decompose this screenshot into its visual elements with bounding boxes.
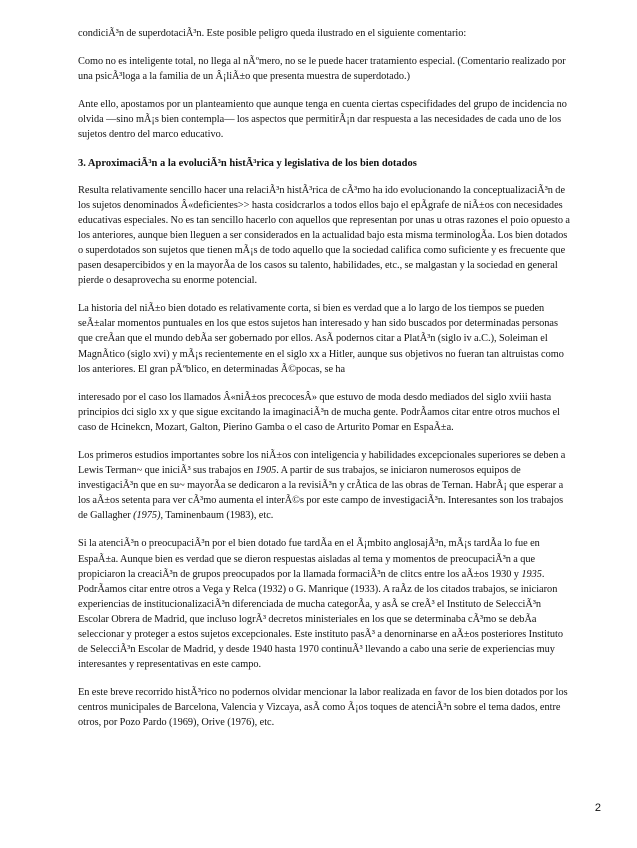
paragraph-1: condiciÃ³n de superdotaciÃ³n. Este posible peligro queda ilustrado en el siguiente comentario: <box>78 28 467 39</box>
paragraph-4: Resulta relativamente sencillo hacer una relaciÃ³n histÃ³rica de cÃ³mo ha ido evolucionando la conceptualizaciÃ³n de los sujetos denominados Â«deficientes>> hasta cosidcrarlos a todos ellos bajo el epÃgrafe de niÃ±os con necesidades educativas especiales. No es tan sencillo hacerlo con aquellos que representan por unas u otras razones el poio opuesto a los anteriores, aunque bien lleguen a ser considerados en la actualidad bajo esta misma terminologÃa. Los bien dotados o superdotados son sujetos que tienen mÃ¡s de todo aquello que la sociedad califica como suficiente y es frecuente que pasen desapercibidos y en la mayorÃa de los casos su talento, habilidades, etc., se malgastan y la sociedad en general pierde o desaprovecha su enorme potencial. <box>78 184 570 287</box>
paragraph-5: La historia del niÃ±o bien dotado es relativamente corta, si bien es verdad que a lo largo de los tiempos se pueden seÃ±alar momentos puntuales en los que estos sujetos han interesado y han sido buscados por determinadas personas que creÃan que el mundo debÃa ser gobernado por ellos. AsÃ podernos citar a PlatÃ³n (siglo iv a.C.), Soleiman el MagnÃtico (siglo xvi) y mÃ¡s recientemente en el siglo xx a Hitler, aunque sus objetivos no fueran tan altruistas como los anteriores. El gran pÃºblico, en determinadas Ã©pocas, se ha <box>78 303 564 375</box>
paragraph-7-part-c: . A partir de sus trabajos, se iniciaron numerosos equipos de investigaciÃ³n que en su~ mayorÃa se dedicaron a la revisiÃ³n y crÃtica de las obras de Ternan. HabrÃ¡ que esperar a los aÃ±os setenta para ver cÃ³mo aumenta el interÃ©s por este campo de investigaciÃ³n. Interesantes son los trabajos de Gallagher <box>78 465 564 522</box>
page-content <box>78 26 574 744</box>
paragraph-9: En este breve recorrido histÃ³rico no podernos olvidar mencionar la labor realizada en favor de los bien dotados por los centros municipales de Barcelona, Valencia y Vizcaya, asÃ como Ã¡os toques de atenciÃ³n sobre el tema dados, entre otros, por Pozo Pardo (1969), Orive (1976), etc. <box>78 687 568 729</box>
page-number: 2 <box>594 802 601 814</box>
paragraph-8-part-c: . PodrÃamos citar entre otros a Vega y Relca (1932) o G. Manrique (1933). A raÃz de los citados trabajos, se iniciaron experiencias de institucionalizaciÃ³n diferenciada de mucha categorÃa, y asÃ se creÃ³ el Instituto de SelecciÃ³n Escolar Obrera de Madrid, que incluso logrÃ³ decretos ministeriales en los que se determinaba cÃ³mo se debÃa seleccionar y proteger a estos sujetos excepcionales. Este instituto pasÃ³ a denorninarse en aÃ±os posteriores Instituto de SelecciÃ³n Escolar de Madrid, y desde 1940 hasta 1970 continuÃ³ llevando a cabo una serie de experiencias muy interesantes y representativas en este campo. <box>78 568 563 671</box>
paragraph-7-citation-italic: (1975) <box>133 510 161 522</box>
paragraph-7-part-a: Los primeros estudios importantes sobre los niÃ±os con inteligencia y habilidades excepcionales superiores se deben a Lewis Terman~ que iniciÃ³ sus trabajos en <box>78 449 566 477</box>
paragraph-8 <box>78 536 574 672</box>
paragraph-3: Ante ello, apostamos por un planteamiento que aunque tenga en cuenta ciertas cspecifidades del grupo de incidencia no olvida —sino mÃ¡s bien contempla— los aspectos que permitirÃ¡n dar respuesta a las necesidades de cada uno de los sujetos dentro del marco educativo. <box>78 99 567 141</box>
paragraph-8-year-italic: 1935 <box>521 568 542 580</box>
paragraph-6: interesado por el caso los llamados Â«niÃ±os precocesÂ» que estuvo de moda desdo mediados del siglo xviii hasta principios dci siglo xx y que sigue excitando la imaginaciÃ³n de mucha gente. PodrÃamos citar entre otros muchos el caso de Hcinekcn, Mozart, Galton, Pierino Gamba o el caso de Arturito Pomar en EspaÃ±a. <box>78 391 560 433</box>
section-heading: 3. AproximaciÃ³n a la evoluciÃ³n histÃ³rica y legislativa de los bien dotados <box>78 157 417 169</box>
paragraph-8-part-a: Si la atenciÃ³n o preocupaciÃ³n por el bien dotado fue tardÃa en el Ã¡mbito anglosajÃ³n, mÃ¡s tardÃa lo fue en EspaÃ±a. Aunque bien es verdad que se dieron respuestas aisladas al tema y momentos de preocupaciÃ³n a que propiciaron la creaciÃ³n de grupos preocupados por la llamada formaciÃ³n de clitcs entre los aÃ±os 1930 y <box>78 538 540 580</box>
paragraph-7-year-italic: 1905 <box>255 465 277 477</box>
paragraph-7-part-e: , Taminenbaum (1983), etc. <box>160 510 274 522</box>
paragraph-2-quote: Como no es inteligente total, no llega al nÃºmero, no se le puede hacer tratamiento especial. (Comentario realizado por una psicÃ³loga a la familia de un Â¡liÃ±o que presenta muestra de superdotado.) <box>78 56 566 83</box>
paragraph-7 <box>78 448 574 523</box>
